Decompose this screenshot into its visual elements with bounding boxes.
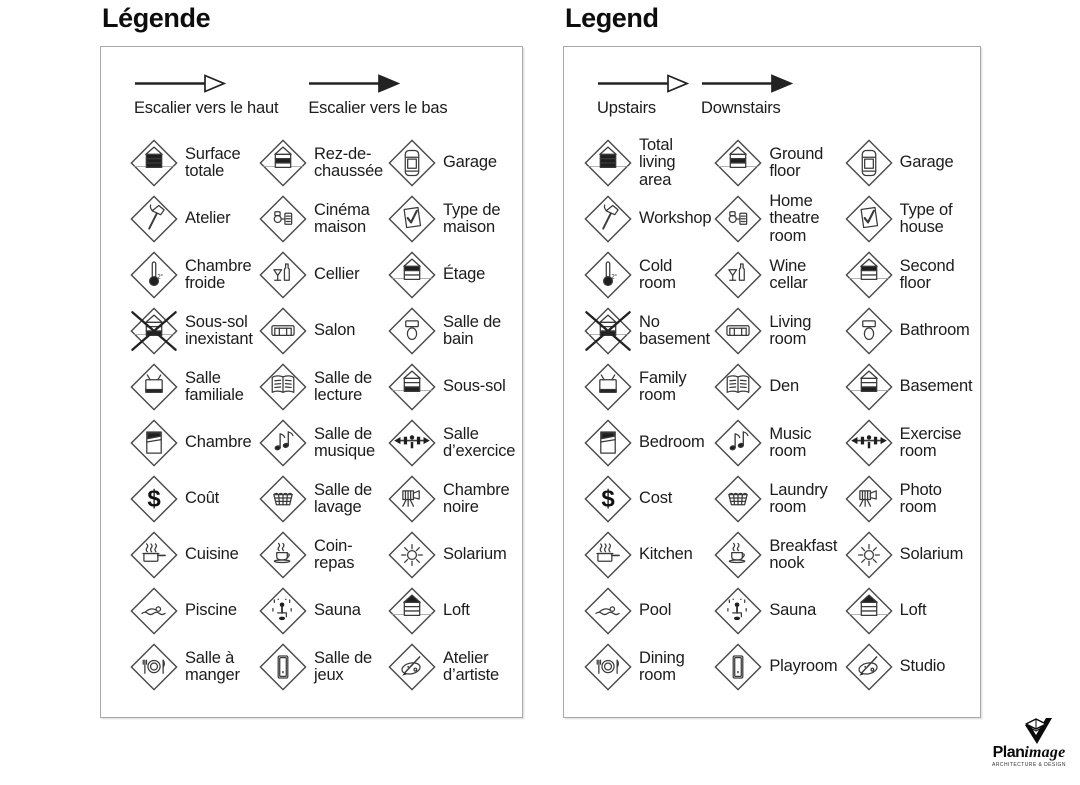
legend-item-label: Cold room	[639, 256, 676, 292]
laundry-basket-icon	[713, 474, 763, 524]
tv-icon	[583, 362, 633, 412]
hammer-icon	[583, 194, 633, 244]
house-basement-icon	[844, 362, 894, 412]
legend-item	[583, 530, 713, 580]
coffee-cup-icon	[258, 530, 308, 580]
legend-item-label: Rez-de-chaussée	[314, 144, 384, 180]
legend-item-label: Salle d’exercice	[443, 424, 516, 460]
legend-item-label: Cinéma maison	[314, 200, 370, 236]
bed-icon	[583, 418, 633, 468]
stairs-down-label: Downstairs	[701, 99, 781, 117]
legend-item	[713, 250, 843, 300]
legend-item	[387, 642, 516, 692]
legend-item	[583, 586, 713, 636]
legend-item	[129, 138, 258, 188]
legend-item-label: Bathroom	[899, 321, 970, 340]
stairs-up-entry	[597, 74, 689, 118]
sauna-person-icon	[713, 586, 763, 636]
legend-item	[713, 418, 843, 468]
legend-item	[387, 306, 516, 356]
sheet-checkmark-icon	[844, 194, 894, 244]
arrow-open-head-icon	[134, 74, 226, 94]
legend-item-label: Atelier	[185, 209, 231, 228]
legend-item-label: Salle familiale	[185, 368, 244, 404]
legend-item	[129, 586, 258, 636]
house-ground-floor-icon	[258, 138, 308, 188]
swimmer-icon	[129, 586, 179, 636]
legend-item	[129, 530, 258, 580]
legend-item	[258, 138, 387, 188]
barbell-person-icon	[844, 418, 894, 468]
stairs-down-entry	[701, 74, 793, 118]
sheet-checkmark-icon	[387, 194, 437, 244]
legend-item	[129, 474, 258, 524]
legend-item	[583, 362, 713, 412]
legend-item-label: Salle de lecture	[314, 368, 373, 404]
legend-item-label: Sous-sol inexistant	[185, 312, 253, 348]
legend-item-label: Chambre noire	[443, 480, 510, 516]
barbell-person-icon	[387, 418, 437, 468]
house-all-floors-icon	[583, 138, 633, 188]
legend-item	[129, 306, 258, 356]
stairs-up-label: Escalier vers le haut	[134, 99, 279, 117]
legend-item	[258, 306, 387, 356]
toilet-icon	[844, 306, 894, 356]
sun-icon	[844, 530, 894, 580]
legend-item-label: Workshop	[639, 209, 712, 228]
legend-item-label: Étage	[443, 265, 486, 284]
legend-item	[258, 362, 387, 412]
legend-panel-french	[100, 46, 523, 718]
legend-item	[713, 642, 843, 692]
thermometer-icon	[583, 250, 633, 300]
legend-title-english: Legend	[565, 3, 659, 33]
legend-item	[387, 362, 516, 412]
legend-item	[844, 138, 974, 188]
legend-item	[129, 642, 258, 692]
legend-item-label: Playroom	[769, 657, 838, 676]
legend-item-label: Solarium	[899, 545, 964, 564]
legend-item	[844, 418, 974, 468]
legend-item-label: Music room	[769, 424, 812, 460]
legend-item	[844, 586, 974, 636]
legend-item	[844, 474, 974, 524]
legend-item-label: Living room	[769, 312, 812, 348]
laundry-basket-icon	[258, 474, 308, 524]
legend-item	[129, 250, 258, 300]
dollar-sign-icon	[129, 474, 179, 524]
svg-text:$: $	[147, 485, 161, 513]
legend-item-label: Cost	[639, 489, 673, 508]
legend-item	[583, 250, 713, 300]
legend-item	[844, 194, 974, 244]
legend-item-label: Coût	[185, 489, 220, 508]
stairs-down-entry	[308, 74, 447, 118]
legend-item	[713, 193, 843, 245]
stair-arrows	[597, 74, 793, 118]
house-roof-loft-icon	[387, 586, 437, 636]
legend-item-label: Salle de musique	[314, 424, 375, 460]
legend-item-label: Home theatre room	[769, 191, 820, 245]
legend-item	[844, 306, 974, 356]
legend-item-label: Sous-sol	[443, 377, 506, 396]
legend-item-label: Cellier	[314, 265, 360, 284]
stairs-up-label: Upstairs	[597, 99, 656, 117]
planimage-brand-name	[993, 745, 1066, 761]
legend-item-label: Den	[769, 377, 799, 396]
legend-item	[713, 474, 843, 524]
legend-item-label: Solarium	[443, 545, 507, 564]
toilet-icon	[387, 306, 437, 356]
legend-item-label: Wine cellar	[769, 256, 808, 292]
music-notes-icon	[713, 418, 763, 468]
arrow-filled-head-icon	[701, 74, 793, 94]
bed-icon	[129, 418, 179, 468]
legend-item	[387, 138, 516, 188]
artist-palette-icon	[387, 642, 437, 692]
legend-item-label: Garage	[899, 153, 954, 172]
legend-item	[583, 137, 713, 189]
legend-item	[387, 474, 516, 524]
sofa-icon	[713, 306, 763, 356]
house-all-floors-icon	[129, 138, 179, 188]
legend-item-label: Pool	[639, 601, 672, 620]
legend-item-label: Dining room	[639, 648, 685, 684]
open-book-icon	[258, 362, 308, 412]
legend-item	[258, 194, 387, 244]
legend-item	[258, 530, 387, 580]
sauna-person-icon	[258, 586, 308, 636]
legend-title-french: Légende	[102, 3, 211, 33]
hammer-icon	[129, 194, 179, 244]
planimage-tagline: ARCHITECTURE & DESIGN	[992, 762, 1066, 768]
dollar-sign-icon	[583, 474, 633, 524]
legend-item	[844, 642, 974, 692]
music-notes-icon	[258, 418, 308, 468]
legend-item	[583, 306, 713, 356]
legend-item-label: Surface totale	[185, 144, 241, 180]
legend-item-label: Kitchen	[639, 545, 693, 564]
legend-item-label: Sauna	[314, 601, 361, 620]
wine-bottle-glass-icon	[258, 250, 308, 300]
legend-item	[713, 362, 843, 412]
tv-icon	[129, 362, 179, 412]
coffee-cup-icon	[713, 530, 763, 580]
legend-item	[844, 250, 974, 300]
brand-plan: Plan	[992, 744, 1025, 761]
legend-item-label: Chambre froide	[185, 256, 252, 292]
legend-item-label: Salle de bain	[443, 312, 502, 348]
legend-item	[387, 586, 516, 636]
arrow-filled-head-icon	[308, 74, 400, 94]
legend-item	[387, 530, 516, 580]
house-basement-icon	[387, 362, 437, 412]
legend-item	[258, 418, 387, 468]
legend-item	[129, 418, 258, 468]
cooking-pot-icon	[129, 530, 179, 580]
legend-item-label: Second floor	[899, 256, 955, 292]
legend-item	[129, 362, 258, 412]
projector-icon	[713, 194, 763, 244]
legend-item-label: Piscine	[185, 601, 237, 620]
swimmer-icon	[583, 586, 633, 636]
wine-bottle-glass-icon	[713, 250, 763, 300]
projector-icon	[258, 194, 308, 244]
stair-arrows	[134, 74, 447, 118]
legend-item-label: Breakfast nook	[769, 536, 838, 572]
stairs-down-label: Escalier vers le bas	[308, 99, 448, 117]
legend-item-label: Studio	[899, 657, 946, 676]
sun-icon	[387, 530, 437, 580]
legend-item-label: Photo room	[899, 480, 942, 516]
legend-item-label: Cuisine	[185, 545, 239, 564]
legend-item	[258, 474, 387, 524]
legend-item	[258, 250, 387, 300]
stairs-up-entry	[134, 74, 278, 118]
house-crossed-out-icon	[129, 306, 179, 356]
house-ground-floor-icon	[713, 138, 763, 188]
camera-tripod-icon	[844, 474, 894, 524]
legend-item	[583, 418, 713, 468]
legend-item	[387, 250, 516, 300]
legend-item-label: Laundry room	[769, 480, 828, 516]
legend-item-label: Exercise room	[899, 424, 962, 460]
legend-item-label: Total living area	[639, 135, 676, 189]
game-board-icon	[713, 642, 763, 692]
legend-item-label: Garage	[443, 153, 497, 172]
legend-item-label: Sauna	[769, 601, 817, 620]
legend-item	[713, 306, 843, 356]
sofa-icon	[258, 306, 308, 356]
legend-item	[258, 586, 387, 636]
legend-item-label: Atelier d’artiste	[443, 648, 499, 684]
house-upper-floor-icon	[387, 250, 437, 300]
legend-item-label: Salle de jeux	[314, 648, 373, 684]
brand-image: image	[1024, 744, 1066, 761]
artist-palette-icon	[844, 642, 894, 692]
legend-item-label: Loft	[443, 601, 470, 620]
thermometer-icon	[129, 250, 179, 300]
legend-item-label: No basement	[639, 312, 710, 348]
house-crossed-out-icon	[583, 306, 633, 356]
legend-item-label: Basement	[899, 377, 973, 396]
legend-item	[583, 194, 713, 244]
legend-item-label: Salle à manger	[185, 648, 240, 684]
plate-cutlery-icon	[129, 642, 179, 692]
legend-item	[713, 586, 843, 636]
legend-panel-english	[563, 46, 981, 718]
legend-item-label: Family room	[639, 368, 687, 404]
legend-item-label: Type of house	[899, 200, 953, 236]
car-garage-icon	[844, 138, 894, 188]
camera-tripod-icon	[387, 474, 437, 524]
plate-cutlery-icon	[583, 642, 633, 692]
cooking-pot-icon	[583, 530, 633, 580]
legend-grid-english	[583, 135, 974, 695]
legend-item-label: Salle de lavage	[314, 480, 373, 516]
legend-item	[713, 530, 843, 580]
legend-item-label: Coin-repas	[314, 536, 355, 572]
legend-item	[713, 138, 843, 188]
legend-item	[129, 194, 258, 244]
legend-item-label: Chambre	[185, 433, 252, 452]
legend-item	[844, 362, 974, 412]
legend-item-label: Salon	[314, 321, 356, 340]
legend-item	[258, 642, 387, 692]
legend-item	[844, 530, 974, 580]
legend-item	[583, 474, 713, 524]
svg-text:2°: 2°	[157, 274, 164, 281]
house-roof-loft-icon	[844, 586, 894, 636]
game-board-icon	[258, 642, 308, 692]
legend-item	[583, 642, 713, 692]
svg-text:$: $	[601, 485, 615, 513]
planimage-logo	[983, 716, 1075, 768]
legend-item	[387, 194, 516, 244]
open-book-icon	[713, 362, 763, 412]
legend-item-label: Bedroom	[639, 433, 705, 452]
svg-text:2°: 2°	[611, 274, 618, 281]
legend-grid-french	[129, 135, 516, 695]
car-garage-icon	[387, 138, 437, 188]
house-upper-floor-icon	[844, 250, 894, 300]
legend-item	[387, 418, 516, 468]
arrow-open-head-icon	[597, 74, 689, 94]
legend-item-label: Type de maison	[443, 200, 501, 236]
legend-item-label: Loft	[899, 601, 927, 620]
legend-item-label: Ground floor	[769, 144, 824, 180]
